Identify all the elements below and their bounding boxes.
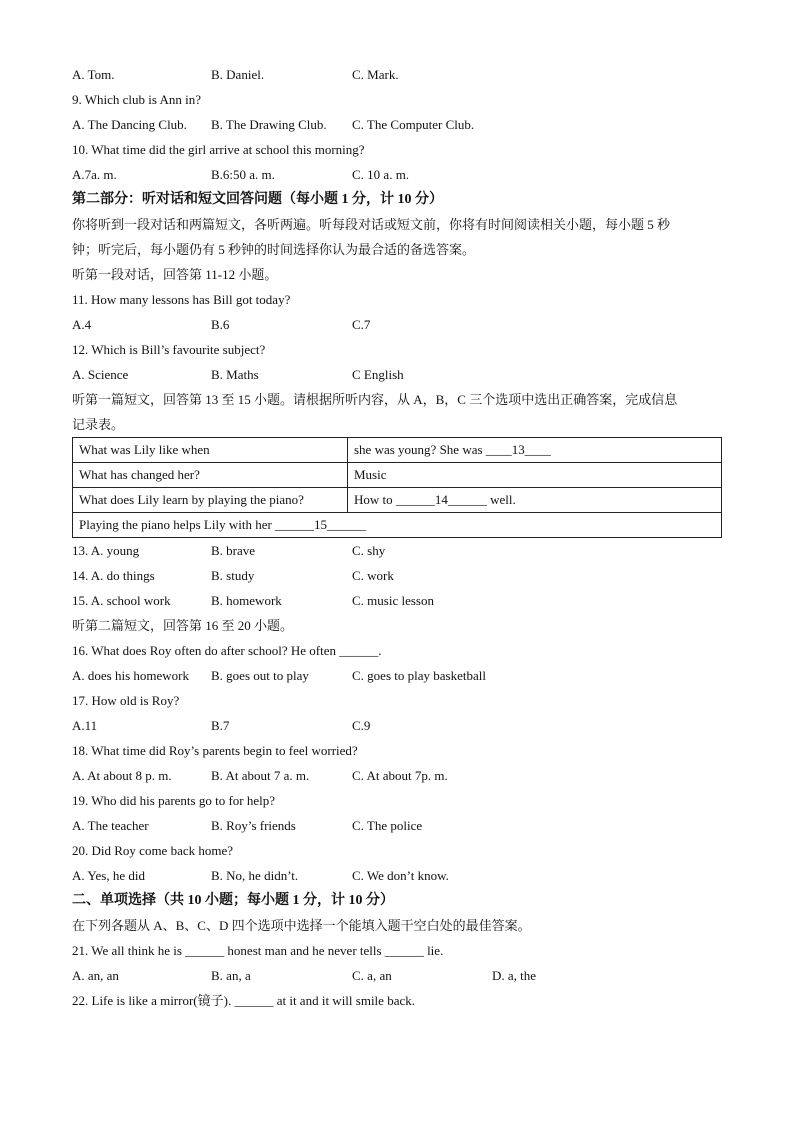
option-c: C. We don’t know. <box>352 868 449 883</box>
question-10: 10. What time did the girl arrive at school this morning? <box>72 142 365 157</box>
option-a: A. does his homework <box>72 668 189 683</box>
section2-instruction: 在下列各题从 A、B、C、D 四个选项中选择一个能填入题干空白处的最佳答案。 <box>72 918 531 933</box>
option-b: B. Maths <box>211 367 259 382</box>
part2-intro-line1: 你将听到一段对话和两篇短文，各听两遍。听每段对话或短文前，你将有时间阅读相关小题，每小题 5 秒 <box>72 217 671 232</box>
option-a: A.11 <box>72 718 98 733</box>
options-q8 <box>72 62 722 87</box>
table-cell: What does Lily learn by playing the piano? <box>73 488 348 513</box>
options-q9 <box>72 112 722 137</box>
options-q20 <box>72 863 722 888</box>
table-cell: Playing the piano helps Lily with her ______15______ <box>73 513 722 538</box>
options-q12 <box>72 362 722 387</box>
question-21: 21. We all think he is ______ honest man and he never tells ______ lie. <box>72 943 444 958</box>
options-q21 <box>72 963 722 988</box>
options-q11 <box>72 312 722 337</box>
question-17: 17. How old is Roy? <box>72 693 180 708</box>
options-q18 <box>72 763 722 788</box>
option-c: C English <box>352 367 404 382</box>
passage2-instruction: 听第二篇短文，回答第 16 至 20 小题。 <box>72 618 294 633</box>
option-b: B. goes out to play <box>211 668 309 683</box>
option-b: B. At about 7 a. m. <box>211 768 310 783</box>
option-b: B.7 <box>211 718 230 733</box>
table-cell: Music <box>348 463 722 488</box>
option-b: B. Roy’s friends <box>211 818 296 833</box>
option-a: A.7a. m. <box>72 167 117 182</box>
option-c: C. goes to play basketball <box>352 668 486 683</box>
option-b: B. an, a <box>211 968 251 983</box>
option-c: C. 10 a. m. <box>352 167 410 182</box>
option-c: C. Mark. <box>352 67 399 82</box>
option-c: C.7 <box>352 317 371 332</box>
option-c: C. a, an <box>352 968 392 983</box>
option-a: A. Science <box>72 367 129 382</box>
option-b: B. The Drawing Club. <box>211 117 327 132</box>
option-a: A. The teacher <box>72 818 149 833</box>
option-a: A. The Dancing Club. <box>72 117 187 132</box>
options-q17 <box>72 713 722 738</box>
table-cell: How to ______14______ well. <box>348 488 722 513</box>
option-c: C. The Computer Club. <box>352 117 475 132</box>
option-b: B. No, he didn’t. <box>211 868 299 883</box>
option-c: C. music lesson <box>352 593 434 608</box>
option-c: C. The police <box>352 818 423 833</box>
option-c: C.9 <box>352 718 371 733</box>
question-11: 11. How many lessons has Bill got today? <box>72 292 291 307</box>
table-cell: What has changed her? <box>73 463 348 488</box>
section2-heading: 二、单项选择（共 10 小题；每小题 1 分，计 10 分） <box>72 893 394 908</box>
option-a: 15. A. school work <box>72 593 171 608</box>
question-19: 19. Who did his parents go to for help? <box>72 793 276 808</box>
table-row <box>73 513 722 538</box>
options-q14 <box>72 563 722 588</box>
table-cell: she was young? She was ____13____ <box>348 438 722 463</box>
table-row <box>73 438 722 463</box>
table-cell: What was Lily like when <box>73 438 348 463</box>
options-q19 <box>72 813 722 838</box>
option-b: B. study <box>211 568 255 583</box>
table-row <box>73 463 722 488</box>
option-b: B.6:50 a. m. <box>211 167 275 182</box>
option-a: A. an, an <box>72 968 119 983</box>
question-9: 9. Which club is Ann in? <box>72 92 202 107</box>
option-a: A.4 <box>72 317 92 332</box>
option-b: B.6 <box>211 317 230 332</box>
question-20: 20. Did Roy come back home? <box>72 843 234 858</box>
options-q15 <box>72 588 722 613</box>
info-record-table <box>72 437 722 538</box>
question-22: 22. Life is like a mirror(镜子). ______ at it and it will smile back. <box>72 993 415 1008</box>
options-q13 <box>72 538 722 563</box>
option-a: 14. A. do things <box>72 568 155 583</box>
option-d: D. a, the <box>492 968 537 983</box>
option-c: C. work <box>352 568 394 583</box>
question-18: 18. What time did Roy’s parents begin to feel worried? <box>72 743 358 758</box>
option-b: B. homework <box>211 593 282 608</box>
question-16: 16. What does Roy often do after school? He often ______. <box>72 643 382 658</box>
options-q10 <box>72 162 722 187</box>
question-12: 12. Which is Bill’s favourite subject? <box>72 342 266 357</box>
part2-heading: 第二部分：听对话和短文回答问题（每小题 1 分，计 10 分） <box>72 192 443 207</box>
option-a: A. Tom. <box>72 67 115 82</box>
option-a: A. At about 8 p. m. <box>72 768 172 783</box>
option-c: C. At about 7p. m. <box>352 768 448 783</box>
options-q16 <box>72 663 722 688</box>
option-c: C. shy <box>352 543 386 558</box>
passage1-instruction-line1: 听第一篇短文，回答第 13 至 15 小题。请根据所听内容，从 A，B，C 三个选项中选出正确答案，完成信息 <box>72 392 678 407</box>
option-b: B. Daniel. <box>211 67 265 82</box>
option-a: A. Yes, he did <box>72 868 145 883</box>
dialogue-instruction: 听第一段对话，回答第 11-12 小题。 <box>72 267 278 282</box>
exam-content <box>72 62 722 1013</box>
option-a: 13. A. young <box>72 543 140 558</box>
part2-intro-line2: 钟；听完后，每小题仍有 5 秒钟的时间选择你认为最合适的备选答案。 <box>72 242 476 257</box>
option-b: B. brave <box>211 543 256 558</box>
passage1-instruction-line2: 记录表。 <box>72 417 125 432</box>
table-row <box>73 488 722 513</box>
